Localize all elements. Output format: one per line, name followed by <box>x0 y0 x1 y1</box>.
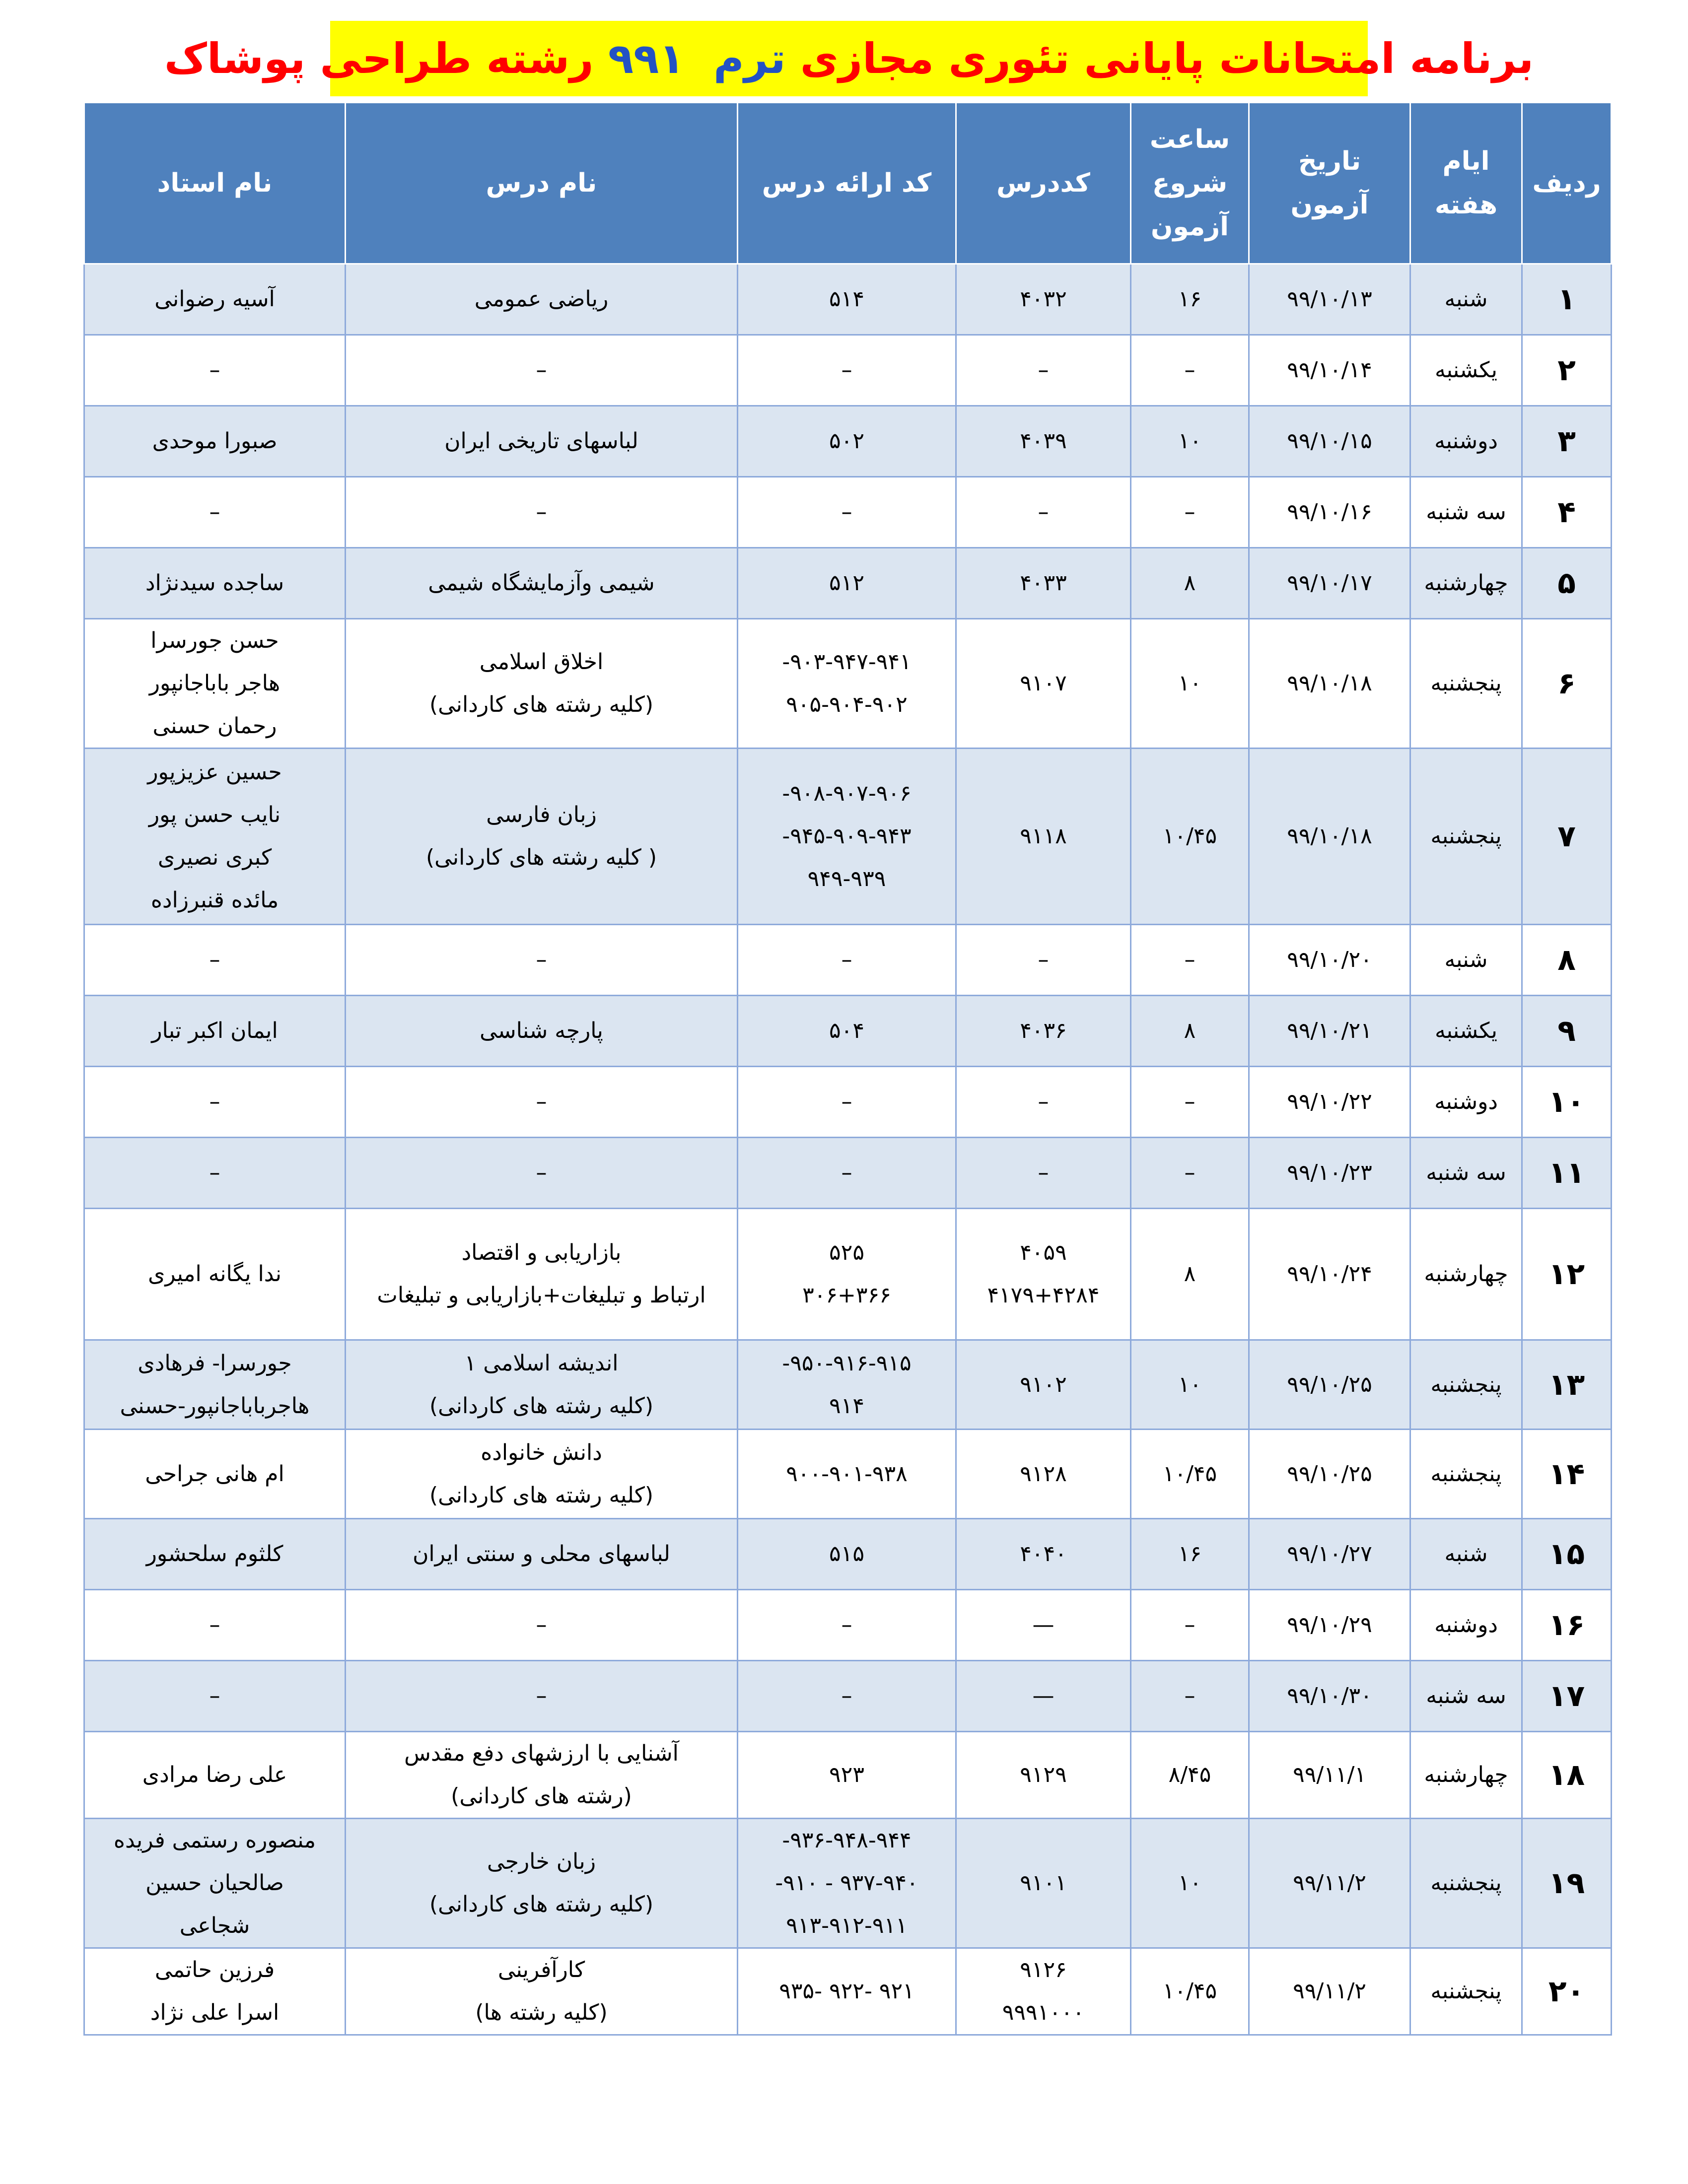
table-row <box>84 264 1612 335</box>
cell-date: ۹۹/۱۰/۳۰ <box>1249 1661 1410 1732</box>
cell-day: پنجشنبه <box>1410 1819 1522 1948</box>
table-row <box>84 1661 1612 1732</box>
cell-teacher: – <box>84 335 346 406</box>
cell-teacher: – <box>84 477 346 548</box>
header-teacher: نام استاد <box>84 103 346 264</box>
cell-offer-code: ۹۲۳ <box>738 1732 956 1819</box>
cell-day: چهارشنبه <box>1410 1209 1522 1340</box>
cell-course-name: – <box>346 477 738 548</box>
cell-row-number: ۲ <box>1522 335 1612 406</box>
cell-row-number: ۴ <box>1522 477 1612 548</box>
cell-course-name: دانش خانواده (کلیه رشته های کاردانی) <box>346 1430 738 1519</box>
table-row <box>84 996 1612 1067</box>
cell-row-number: ۱۰ <box>1522 1067 1612 1138</box>
cell-offer-code: ۵۰۲ <box>738 406 956 477</box>
cell-row-number: ۲۰ <box>1522 1948 1612 2035</box>
cell-teacher: جورسرا- فرهادی هاجرباباجانپور-حسنی <box>84 1340 346 1430</box>
cell-course-name: لباسهای تاریخی ایران <box>346 406 738 477</box>
cell-course-name: – <box>346 925 738 996</box>
cell-teacher: حسن جورسرا هاجر باباجانپور رحمان حسنی <box>84 619 346 749</box>
table-row <box>84 1732 1612 1819</box>
cell-teacher: کلثوم سلحشور <box>84 1519 346 1590</box>
cell-teacher: ندا یگانه امیری <box>84 1209 346 1340</box>
cell-course-code: ۴۰۳۲ <box>956 264 1131 335</box>
cell-course-name: آشنایی با ارزشهای دفع مقدس (رشته های کاردانی) <box>346 1732 738 1819</box>
cell-date: ۹۹/۱۰/۲۵ <box>1249 1430 1410 1519</box>
table-row <box>84 619 1612 749</box>
cell-row-number: ۱۹ <box>1522 1819 1612 1948</box>
cell-time: ۸ <box>1131 996 1249 1067</box>
cell-day: چهارشنبه <box>1410 548 1522 619</box>
header-code: کددرس <box>956 103 1131 264</box>
cell-teacher: – <box>84 1138 346 1209</box>
table-row <box>84 925 1612 996</box>
cell-date: ۹۹/۱۰/۲۷ <box>1249 1519 1410 1590</box>
cell-time: – <box>1131 1138 1249 1209</box>
cell-date: ۹۹/۱۰/۲۴ <box>1249 1209 1410 1340</box>
cell-offer-code: ۵۱۵ <box>738 1519 956 1590</box>
cell-offer-code: ۹۳۵- ۹۲۲- ۹۲۱ <box>738 1948 956 2035</box>
cell-date: ۹۹/۱۰/۱۵ <box>1249 406 1410 477</box>
cell-date: ۹۹/۱۰/۲۲ <box>1249 1067 1410 1138</box>
cell-row-number: ۱۲ <box>1522 1209 1612 1340</box>
page-title <box>164 21 1534 96</box>
table-row <box>84 1519 1612 1590</box>
cell-offer-code: -۹۰۸-۹۰۷-۹۰۶ -۹۴۵-۹۰۹-۹۴۳ ۹۴۹-۹۳۹ <box>738 749 956 925</box>
table-row <box>84 1138 1612 1209</box>
cell-course-name: اخلاق اسلامی (کلیه رشته های کاردانی) <box>346 619 738 749</box>
cell-offer-code: – <box>738 1590 956 1661</box>
cell-row-number: ۱۶ <box>1522 1590 1612 1661</box>
cell-row-number: ۵ <box>1522 548 1612 619</box>
cell-date: ۹۹/۱۰/۱۸ <box>1249 749 1410 925</box>
cell-row-number: ۱۸ <box>1522 1732 1612 1819</box>
cell-course-name: – <box>346 335 738 406</box>
cell-course-code: — <box>956 1661 1131 1732</box>
cell-course-name: کارآفرینی (کلیه رشته ها) <box>346 1948 738 2035</box>
cell-time: ۸ <box>1131 1209 1249 1340</box>
cell-course-name: – <box>346 1590 738 1661</box>
cell-date: ۹۹/۱۰/۲۰ <box>1249 925 1410 996</box>
cell-date: ۹۹/۱۰/۱۶ <box>1249 477 1410 548</box>
table-row <box>84 1819 1612 1948</box>
cell-course-code: — <box>956 1590 1131 1661</box>
header-day: ایام هفته <box>1410 103 1522 264</box>
cell-course-name: پارچه شناسی <box>346 996 738 1067</box>
cell-course-code: ۴۰۳۳ <box>956 548 1131 619</box>
cell-teacher: – <box>84 1590 346 1661</box>
cell-day: یکشنبه <box>1410 996 1522 1067</box>
cell-teacher: علی رضا مرادی <box>84 1732 346 1819</box>
table-row <box>84 749 1612 925</box>
cell-course-name: ریاضی عمومی <box>346 264 738 335</box>
cell-teacher: ام هانی جراحی <box>84 1430 346 1519</box>
cell-time: ۱۰ <box>1131 1340 1249 1430</box>
cell-offer-code: – <box>738 1138 956 1209</box>
table-row <box>84 1340 1612 1430</box>
cell-course-code: ۹۱۲۹ <box>956 1732 1131 1819</box>
table-row <box>84 1209 1612 1340</box>
title-part5: رشته طراحی پوشاک <box>164 34 594 83</box>
cell-date: ۹۹/۱۰/۲۵ <box>1249 1340 1410 1430</box>
cell-offer-code: -۹۵۰-۹۱۶-۹۱۵ ۹۱۴ <box>738 1340 956 1430</box>
cell-course-code: – <box>956 1067 1131 1138</box>
table-row <box>84 1430 1612 1519</box>
cell-course-name: لباسهای محلی و سنتی ایران <box>346 1519 738 1590</box>
table-header <box>84 103 1612 264</box>
cell-time: – <box>1131 477 1249 548</box>
cell-date: ۹۹/۱۱/۲ <box>1249 1948 1410 2035</box>
title-part4: ۹۹۱ <box>608 34 685 83</box>
header-offer: کد ارائه درس <box>738 103 956 264</box>
cell-row-number: ۱۴ <box>1522 1430 1612 1519</box>
cell-day: پنجشنبه <box>1410 619 1522 749</box>
cell-offer-code: – <box>738 1661 956 1732</box>
cell-day: چهارشنبه <box>1410 1732 1522 1819</box>
cell-course-name: – <box>346 1138 738 1209</box>
cell-offer-code: – <box>738 925 956 996</box>
cell-offer-code: ۵۱۲ <box>738 548 956 619</box>
table-row <box>84 1590 1612 1661</box>
cell-course-code: ۴۰۳۹ <box>956 406 1131 477</box>
cell-row-number: ۱۳ <box>1522 1340 1612 1430</box>
cell-teacher: – <box>84 1067 346 1138</box>
cell-teacher: آسیه رضوانی <box>84 264 346 335</box>
cell-date: ۹۹/۱۰/۱۳ <box>1249 264 1410 335</box>
cell-day: دوشنبه <box>1410 406 1522 477</box>
cell-day: شنبه <box>1410 925 1522 996</box>
cell-day: پنجشنبه <box>1410 1948 1522 2035</box>
cell-time: ۱۰/۴۵ <box>1131 1430 1249 1519</box>
title-part2: تئوری مجازی <box>800 34 1070 83</box>
cell-course-code: ۹۱۰۷ <box>956 619 1131 749</box>
cell-date: ۹۹/۱۰/۱۷ <box>1249 548 1410 619</box>
cell-time: ۱۰/۴۵ <box>1131 1948 1249 2035</box>
cell-offer-code: – <box>738 335 956 406</box>
cell-time: ۱۰ <box>1131 406 1249 477</box>
cell-offer-code: – <box>738 477 956 548</box>
cell-course-code: ۹۱۰۱ <box>956 1819 1131 1948</box>
cell-row-number: ۱۷ <box>1522 1661 1612 1732</box>
cell-course-code: – <box>956 925 1131 996</box>
cell-day: یکشنبه <box>1410 335 1522 406</box>
cell-day: پنجشنبه <box>1410 1340 1522 1430</box>
cell-row-number: ۶ <box>1522 619 1612 749</box>
cell-course-code: ۹۱۱۸ <box>956 749 1131 925</box>
cell-teacher: صبورا موحدی <box>84 406 346 477</box>
cell-teacher: ساجده سیدنژاد <box>84 548 346 619</box>
cell-course-name: – <box>346 1661 738 1732</box>
cell-course-code: ۴۰۵۹ ۴۱۷۹+۴۲۸۴ <box>956 1209 1131 1340</box>
cell-time: – <box>1131 1067 1249 1138</box>
cell-course-code: ۴۰۴۰ <box>956 1519 1131 1590</box>
table-row <box>84 335 1612 406</box>
cell-teacher: حسین عزیزپور نایب حسن پور کبری نصیری مائده قنبرزاده <box>84 749 346 925</box>
cell-row-number: ۱۱ <box>1522 1138 1612 1209</box>
cell-row-number: ۱۵ <box>1522 1519 1612 1590</box>
cell-day: دوشنبه <box>1410 1067 1522 1138</box>
cell-row-number: ۳ <box>1522 406 1612 477</box>
cell-day: دوشنبه <box>1410 1590 1522 1661</box>
cell-day: سه شنبه <box>1410 1138 1522 1209</box>
cell-teacher: ایمان اکبر تبار <box>84 996 346 1067</box>
cell-time: ۱۶ <box>1131 264 1249 335</box>
table-body <box>84 264 1612 2035</box>
cell-day: پنجشنبه <box>1410 1430 1522 1519</box>
cell-course-code: – <box>956 335 1131 406</box>
cell-time: ۸ <box>1131 548 1249 619</box>
cell-date: ۹۹/۱۰/۲۱ <box>1249 996 1410 1067</box>
cell-course-name: شیمی وآزمایشگاه شیمی <box>346 548 738 619</box>
cell-course-code: ۹۱۲۶ ۹۹۹۱۰۰۰ <box>956 1948 1131 2035</box>
cell-time: – <box>1131 1661 1249 1732</box>
cell-course-name: – <box>346 1067 738 1138</box>
cell-time: ۱۶ <box>1131 1519 1249 1590</box>
cell-row-number: ۹ <box>1522 996 1612 1067</box>
header-row: ردیف <box>1522 103 1612 264</box>
cell-offer-code: – <box>738 1067 956 1138</box>
table-row <box>84 548 1612 619</box>
table-row <box>84 406 1612 477</box>
cell-teacher: فرزین حاتمی اسرا علی نژاد <box>84 1948 346 2035</box>
cell-day: شنبه <box>1410 1519 1522 1590</box>
cell-date: ۹۹/۱۱/۲ <box>1249 1819 1410 1948</box>
cell-day: سه شنبه <box>1410 477 1522 548</box>
title-part1: برنامه امتحانات پایانی <box>1084 34 1534 83</box>
cell-time: – <box>1131 335 1249 406</box>
title-part3: ترم <box>713 34 786 83</box>
cell-time: ۸/۴۵ <box>1131 1732 1249 1819</box>
cell-course-code: – <box>956 477 1131 548</box>
cell-offer-code: -۹۰۳-۹۴۷-۹۴۱ ۹۰۵-۹۰۴-۹۰۲ <box>738 619 956 749</box>
cell-course-name: زبان خارجی (کلیه رشته های کاردانی) <box>346 1819 738 1948</box>
cell-date: ۹۹/۱۰/۱۸ <box>1249 619 1410 749</box>
cell-offer-code: ۵۰۴ <box>738 996 956 1067</box>
cell-row-number: ۷ <box>1522 749 1612 925</box>
table-row <box>84 1067 1612 1138</box>
table-row <box>84 1948 1612 2035</box>
cell-offer-code: ۵۲۵ ۳۰۶+۳۶۶ <box>738 1209 956 1340</box>
cell-offer-code: ۹۰۰-۹۰۱-۹۳۸ <box>738 1430 956 1519</box>
cell-date: ۹۹/۱۱/۱ <box>1249 1732 1410 1819</box>
cell-course-name: زبان فارسی ( کلیه رشته های کاردانی) <box>346 749 738 925</box>
cell-time: ۱۰/۴۵ <box>1131 749 1249 925</box>
cell-date: ۹۹/۱۰/۱۴ <box>1249 335 1410 406</box>
cell-time: – <box>1131 925 1249 996</box>
cell-date: ۹۹/۱۰/۲۳ <box>1249 1138 1410 1209</box>
table-row <box>84 477 1612 548</box>
cell-course-code: – <box>956 1138 1131 1209</box>
cell-offer-code: -۹۳۶-۹۴۸-۹۴۴ -۹۱۰ - ۹۳۷-۹۴۰ ۹۱۳-۹۱۲-۹۱۱ <box>738 1819 956 1948</box>
cell-teacher: منصوره رستمی فریده صالحیان حسین شجاعی <box>84 1819 346 1948</box>
exam-schedule-table <box>83 102 1612 2036</box>
cell-row-number: ۸ <box>1522 925 1612 996</box>
cell-time: ۱۰ <box>1131 1819 1249 1948</box>
cell-time: ۱۰ <box>1131 619 1249 749</box>
cell-day: سه شنبه <box>1410 1661 1522 1732</box>
cell-day: شنبه <box>1410 264 1522 335</box>
header-time: ساعت شروع آزمون <box>1131 103 1249 264</box>
cell-course-code: ۹۱۰۲ <box>956 1340 1131 1430</box>
header-course: نام درس <box>346 103 738 264</box>
cell-course-code: ۹۱۲۸ <box>956 1430 1131 1519</box>
cell-teacher: – <box>84 925 346 996</box>
cell-row-number: ۱ <box>1522 264 1612 335</box>
cell-teacher: – <box>84 1661 346 1732</box>
cell-course-name: اندیشه اسلامی ۱ (کلیه رشته های کاردانی) <box>346 1340 738 1430</box>
cell-offer-code: ۵۱۴ <box>738 264 956 335</box>
cell-course-code: ۴۰۳۶ <box>956 996 1131 1067</box>
cell-day: پنجشنبه <box>1410 749 1522 925</box>
cell-date: ۹۹/۱۰/۲۹ <box>1249 1590 1410 1661</box>
header-date: تاریخ آزمون <box>1249 103 1410 264</box>
cell-time: – <box>1131 1590 1249 1661</box>
cell-course-name: بازاریابی و اقتصاد ارتباط و تبلیغات+بازاریابی و تبلیغات <box>346 1209 738 1340</box>
